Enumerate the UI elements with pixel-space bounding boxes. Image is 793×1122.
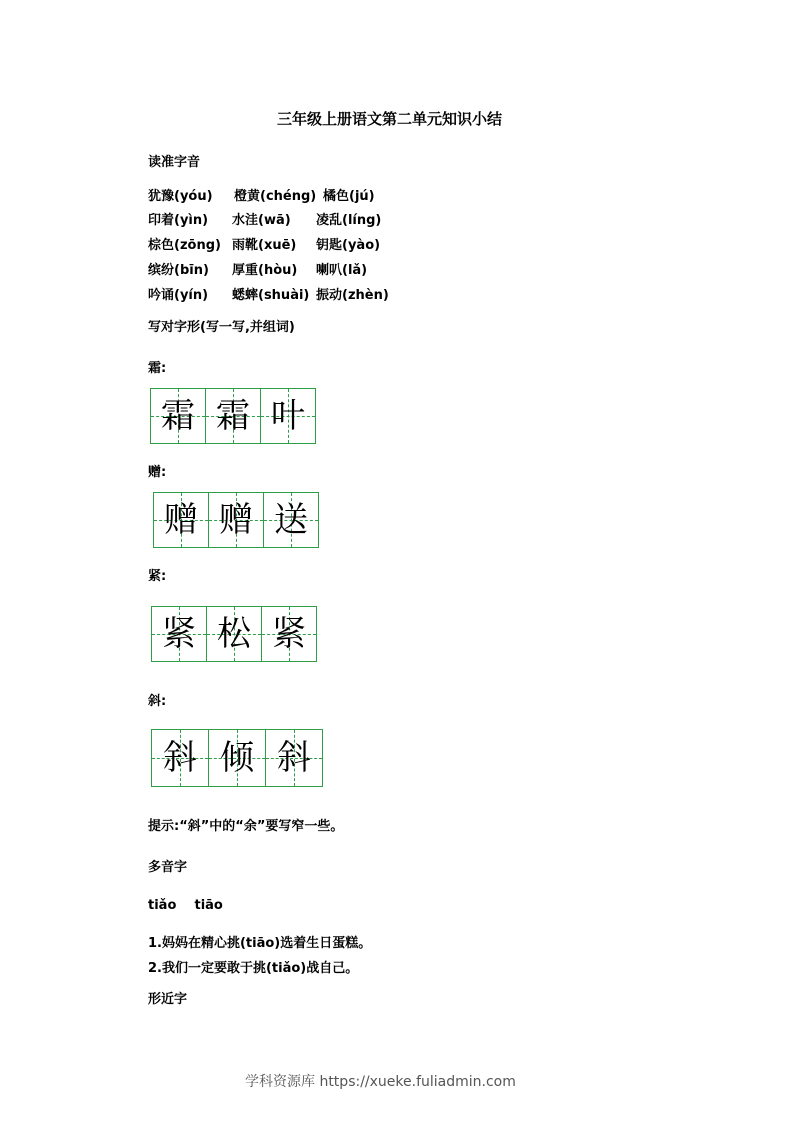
example-sentence: 2.我们一定要敢于挑(tiǎo)战自己。 [148,961,359,976]
tip-text: 提示:“斜”中的“余”要写窄一些。 [148,819,344,834]
reading-word: 印着(yìn) [148,213,209,228]
page-title: 三年级上册语文第二单元知识小结 [277,110,503,128]
reading-word: 水洼(wā) [232,213,291,228]
footer-watermark: 学科资源库 https://xueke.fuliadmin.com [245,1074,516,1090]
grid-cell [205,388,261,444]
polyphone-pinyin: tiǎo tiāo [148,898,223,913]
grid-char: 叶 [271,396,305,436]
grid-char: 赠 [164,500,198,540]
writing-grid [153,492,318,548]
reading-word: 犹豫(yóu) [148,189,213,204]
grid-char: 紧 [162,614,196,654]
reading-word: 吟诵(yín) [148,288,209,303]
reading-word: 喇叭(lǎ) [316,263,368,278]
word-label: 霜: [148,361,167,376]
grid-char: 松 [217,614,251,654]
grid-cell [151,606,207,662]
grid-cell [208,492,264,548]
grid-cell [151,729,209,787]
writing-grid [150,388,315,444]
grid-cell [263,492,319,548]
reading-word: 雨靴(xuē) [232,238,297,253]
grid-char: 紧 [272,614,306,654]
word-label: 斜: [148,694,167,709]
reading-word: 橙黄(chéng) [234,189,317,204]
section-heading-writing: 写对字形(写一写,并组词) [148,320,295,335]
grid-cell [153,492,209,548]
grid-char: 霜 [161,396,195,436]
reading-word: 缤纷(bīn) [148,263,209,278]
reading-word: 棕色(zōng) [148,238,221,253]
reading-word: 钥匙(yào) [316,238,381,253]
word-label: 赠: [148,465,167,480]
grid-cell [260,388,316,444]
grid-char: 赠 [219,500,253,540]
reading-word: 振动(zhèn) [316,288,389,303]
reading-word: 凌乱(líng) [316,213,382,228]
reading-word: 橘色(jú) [323,189,375,204]
grid-cell [265,729,323,787]
grid-cell [261,606,317,662]
section-heading-similar: 形近字 [148,992,188,1007]
grid-char: 霜 [216,396,250,436]
example-sentence: 1.妈妈在精心挑(tiāo)选着生日蛋糕。 [148,936,372,951]
section-heading-polyphone: 多音字 [148,860,188,875]
word-label: 紧: [148,569,167,584]
reading-word: 厚重(hòu) [232,263,298,278]
section-heading-reading: 读准字音 [148,155,201,170]
grid-cell [206,606,262,662]
grid-cell [150,388,206,444]
reading-word: 蟋蟀(shuài) [232,288,310,303]
writing-grid [151,606,316,662]
writing-grid [151,729,322,787]
grid-cell [208,729,266,787]
grid-char: 斜 [163,738,197,778]
grid-char: 倾 [220,738,254,778]
grid-char: 斜 [277,738,311,778]
grid-char: 送 [274,500,308,540]
